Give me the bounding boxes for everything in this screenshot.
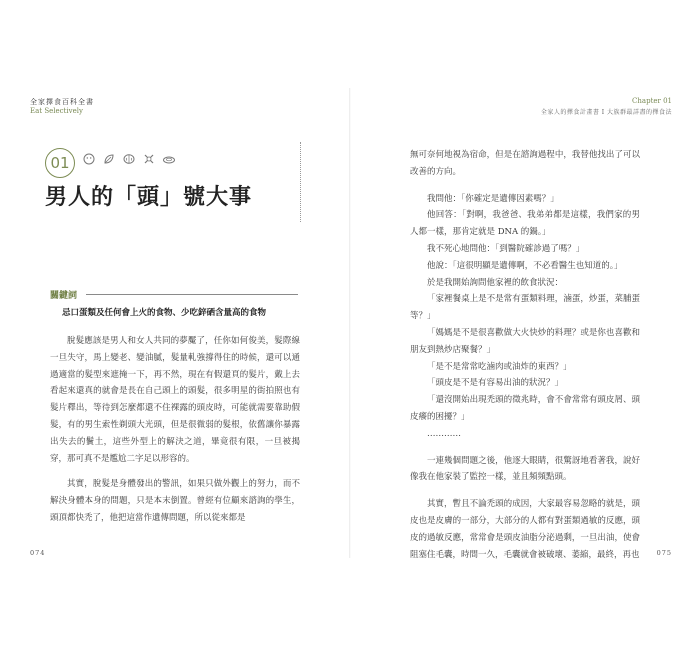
- paragraph: 我問他：「你確定是遺傳因素嗎？」: [427, 193, 559, 204]
- right-page: [350, 0, 700, 648]
- ellipsis-line: …………: [427, 428, 461, 439]
- paragraph: 脫髮應該是男人和女人共同的夢魘了，任你如何俊美，髮際線一旦失守，馬上變老、變油膩，髮量軋強撐得住的時候，還可以通過適當的髮型來遮掩一下，再不然，現在有假還頁的髮片，戴上去看起來還真的就會是長在自己頭上的頭髮，很多明星的街拍照也有髮片釋出，等待到怎麼都還不住裸露的頭皮時，可能就需要靠助假髮，有的男生索性剃頭大光頭，但是很微弱的髮根，依舊讓你暴露出失去的鬢土，這些外型上的解決之道，畢竟很有限，一旦被揭穿，那可真不是尷尬二字足以形容的。: [50, 336, 300, 464]
- chapter-header: Chapter 01: [632, 97, 672, 105]
- paragraph: 「還沒開始出現禿頭的徵兆時，會不會常常有頭皮屑、頭皮癢的困擾？」: [410, 395, 640, 422]
- keyword-label: 關鍵詞: [50, 291, 78, 301]
- paragraph: 「頭皮是不是有容易出油的狀況？」: [427, 378, 564, 389]
- left-body-text: [50, 333, 300, 536]
- paragraph: 其實，暫且不論禿頭的成因，大家最容易忽略的就是，頭皮也是皮膚的一部分，大部分的人都有對蛋類過敏的反應，頭皮的過敏反應，常常會是頭皮油脂分泌過剩，一旦出油，使會阻塞住毛囊，時間一久，毛囊就會被破壞、萎縮，最終，再也: [410, 499, 640, 560]
- running-header: 全家人的擇食計畫書 I 大族群最詳盡的擇食法: [540, 109, 672, 116]
- paragraph: 他說：「這很明顯是遺傳啊，不必看醫生也知道的。」: [427, 260, 623, 271]
- keyword-text: 忌口蛋類及任何會上火的食物、少吃鋅硒含量高的食物: [62, 308, 267, 318]
- paragraph: 其實，脫髮是身體發出的警訊，如果只做外觀上的努力，而不解決身體本身的問題，只是本末倒置。曾經有位顧來諮詢的學生，頭頂都快禿了，他把這當作遺傳問題，所以從來都是: [50, 479, 300, 523]
- paragraph: 「是不是常常吃滷肉或油炸的東西？」: [427, 361, 572, 372]
- cross-food-icon: [142, 152, 156, 166]
- plate-icon: [162, 152, 176, 166]
- chapter-icon-row: [82, 152, 176, 166]
- page-number-right: 075: [656, 549, 672, 557]
- paragraph: 他回答：「對啊，我爸爸、我弟弟都是這樣，我們家的男人都一樣，那肯定就是 DNA 的鍋。」: [410, 210, 640, 238]
- paragraph: 「媽媽是不是很喜歡做大火快炒的料理？或是你也喜歡和朋友到熱炒店聚餐？」: [410, 327, 640, 355]
- brain-icon: [122, 152, 136, 166]
- book-title: 全家擇食百科全書: [30, 98, 94, 106]
- book-subtitle: Eat Selectively: [30, 107, 83, 115]
- paragraph: 「家裡餐桌上是不是常有蛋類料理，滷蛋，炒蛋，菜脯蛋等？」: [410, 294, 640, 322]
- paragraph: 我不死心地問他：「到醫院確診過了嗎？」: [427, 243, 585, 254]
- leaf-icon: [102, 152, 116, 166]
- chapter-number-badge: 01: [45, 148, 75, 178]
- paragraph: 無可奈何地視為宿命，但是在諮詢過程中，我替他找出了可以改善的方向。: [410, 150, 640, 177]
- chapter-title: 男人的「頭」號大事: [45, 184, 253, 210]
- keyword-rule: [86, 294, 298, 295]
- page-number-left: 074: [30, 549, 46, 557]
- right-body-text: [410, 147, 640, 563]
- face-icon: [82, 152, 96, 166]
- dotted-divider: [300, 142, 301, 222]
- paragraph: 一連幾個問題之後，他逐大眼睛，很驚訝地看著我，說好像我在他家裝了監控一樣，並且頻頻點頭。: [410, 455, 640, 483]
- paragraph: 於是我開始詢問他家裡的飲食狀況：: [427, 277, 564, 288]
